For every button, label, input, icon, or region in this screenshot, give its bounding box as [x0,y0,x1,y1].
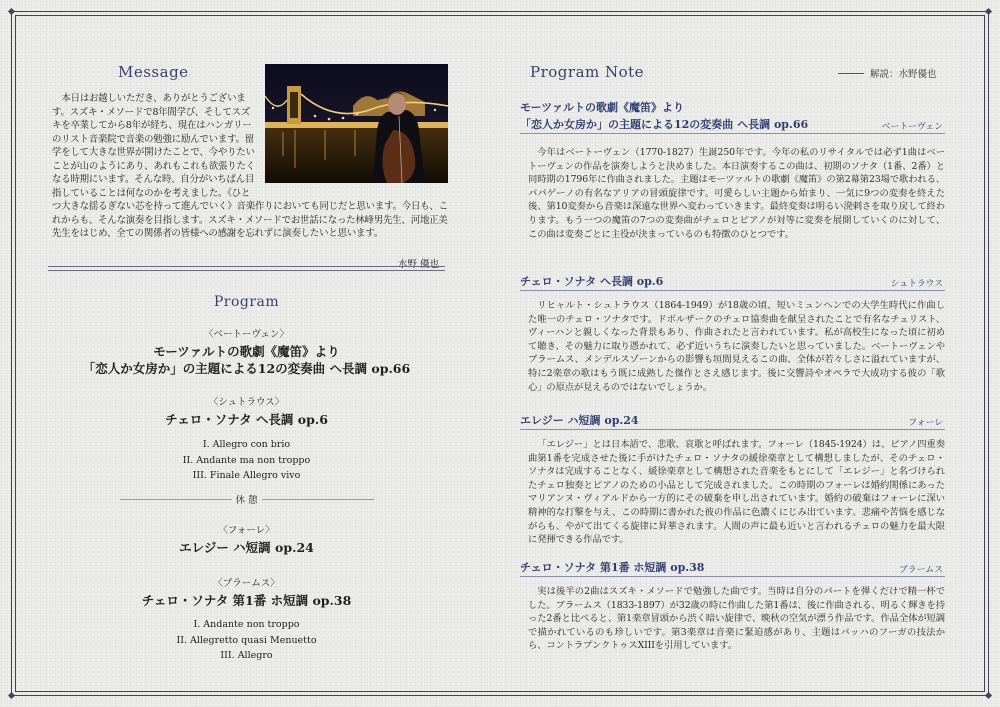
note-paragraph: 「エレジー」とは日本語で、悲歌、哀歌と呼ばれます。フォーレ（1845-1924）は、ピアノ四重奏曲第1番を完成させた後に手がけたチェロ・ソナタの緩徐楽章として構想しましたが、そのチェロ・ソナタは完成することなく、緩徐楽章として構想された音楽をもとにして「エレジー」と名づけられたチェロ独奏とピアノのための小品として完成されました。この時期のフォーレは婚約関係にあったマリアンヌ・ヴィアルドから一方的にその破棄を申し出されています。婚約の破棄はフォーレに深い精神的な打撃を与え、この時期に書かれた彼の作品に色濃くにじみ出ています。悲痛や苦悩を感じながらも、やがて出てくる旋律に昇華されます。人間の声に最も近いと言われるチェロの魅力を最大限に発揮できる作品です。 [528,439,945,546]
program-interval: 休 憩 [235,495,258,506]
note-title: モーツァルトの歌劇《魔笛》より [520,101,685,114]
corner-ornament [985,692,992,699]
program-work: モーツァルトの歌劇《魔笛》より [153,344,340,359]
movement: I. Allegro con brio [202,439,291,450]
note-author: 解説：水野優也 [870,69,937,80]
program-work: チェロ・ソナタ 第1番 ホ短調 op.38 [141,593,352,608]
program-work: チェロ・ソナタ ヘ長調 op.6 [165,412,328,427]
note-title: チェロ・ソナタ 第1番 ホ短調 op.38 [520,561,705,574]
performer-photo [265,64,448,183]
note-body [528,146,945,241]
note-title: エレジー ハ短調 op.24 [520,414,639,427]
message-signature: 水野 優也 [398,259,440,270]
note-body [528,585,945,653]
program-composer: 〈シュトラウス〉 [208,397,285,408]
note-composer: フォーレ [908,418,943,428]
program-item [48,522,445,556]
note-heading [520,559,945,577]
note-paragraph: リヒャルト・シュトラウス（1864-1949）が18歳の頃、短いミュンヘンでの大学生時代に作曲した唯一のチェロ・ソナタです。ドボルザークのチェロ協奏曲を献呈されたことで有名なチェリスト、ヴィーハンと親しくなった背景もあり、作曲されたと言われています。私が高校生になった頃に初めて聴き、その魅力に取り憑かれて、必ず近いうちに演奏したいと思っていました。ベートーヴェンやブラームス、メンデルスゾーンからの影響も垣間見えるこの曲、全体が若々しさに溢れていますが、特に2楽章の歌はもう既に成熟した傑作とさえ感じます。後に交響詩やオペラで大成功する彼の「歌心」の原点が見えるのではないでしょうか。 [528,300,945,393]
program-composer: 〈フォーレ〉 [218,525,275,536]
note-composer: シュトラウス [890,279,943,289]
note-paragraph: 実は後半の2曲はスズキ・メソードで勉強した曲です。当時は自分のパートを弾くだけで精一杯でした。ブラームス（1833-1897）が32歳の時に作曲した第1番は、後に作曲される、明るく輝きを持った2番と比べると、第1楽章冒頭から渋く暗い旋律で、晩秋の空気が漂う作品です。作品全体が短調で描かれているのも珍しいです。第3楽章は音楽に緊迫感があり、主題はバッハのフーガの技法から、コントラプンクトゥスXIIIを引用しています。 [528,586,945,652]
program-item [48,575,445,664]
note-heading [520,273,945,291]
program-item [48,394,445,484]
note-title: チェロ・ソナタ ヘ長調 op.6 [520,275,664,288]
note-heading [520,412,945,430]
movement: II. Allegretto quasi Menuetto [176,634,317,646]
program-composer: 〈ブラームス〉 [213,578,280,589]
section-divider [48,266,445,271]
movement: I. Andante non troppo [193,619,300,630]
program-title: Program [213,294,280,310]
movement: II. Andante ma non troppo [182,454,311,466]
movement: III. Finale Allegro vivo [192,470,301,481]
note-composer: ブラームス [899,565,943,575]
message-paragraph: 本日はお越しいただき、ありがとうございます。スズキ・メソードで8年間学び、そしてスズキを卒業してから8年が経ち、現在はハンガリーのリスト音楽院で音楽の勉強に励んでいます。留学をして大きな世界が開けたことで、今やりたいことが山のようにあり、あれもこれも欲張りたくなる時期にいます。そんな時、自分がいちばん目指していることは何なのかを考えました。《ひとつ大きな揺るぎない芯を持って進んでいく》音楽作りにおいても同じだと思います。今日も、これからも、そんな演奏を目指します。スズキ・メソードでお世話になった林峰男先生、河地正美先生をはじめ、全ての関係者の皆様への感謝を忘れずに演奏したいと思います。 [52,93,448,239]
movement: III. Allegro [220,650,273,661]
note-heading [520,99,945,134]
program-composer: 〈ベートーヴェン〉 [203,329,290,340]
note-composer: ベートーヴェン [881,122,943,132]
program-work: 「恋人か女房か」の主題による12の変奏曲 ヘ長調 op.66 [82,361,411,376]
author-dash [838,73,864,74]
note-body [528,299,945,394]
message-title: Message [118,63,189,81]
note-title: 「恋人か女房か」の主題による12の変奏曲 ヘ長調 op.66 [520,118,809,131]
program-item [48,326,445,377]
interval-rule-right [262,499,374,500]
program-note-title: Program Note [530,63,645,81]
note-paragraph: 今年はベートーヴェン（1770-1827）生誕250年です。今年の私のリサイタルでは必ず1曲はベートーヴェンの作品を演奏しようと決めました。本日演奏するこの曲は、初期のソナタ（1番、2番）と同時期の1796年に作曲されました。主題はモーツァルトの歌劇《魔笛》の第2幕第23場で歌われる、パパゲーノの有名なアリアの冒頭旋律です。可愛らしい主題から始まり、一気に9つの変奏を終えた後、第10変奏から音楽は深遠な世界へ変わっていきます。最終変奏は明るい溌剌さを取り戻して終わります。もう一つの魔笛の7つの変奏曲がチェロとピアノが対等に変奏を展開していくのに対して、この曲は変奏ごとに主役が決まっているのも特徴のひとつです。 [528,147,945,240]
message-body [52,92,448,241]
program-work: エレジー ハ短調 op.24 [179,540,314,555]
note-body [528,438,945,547]
